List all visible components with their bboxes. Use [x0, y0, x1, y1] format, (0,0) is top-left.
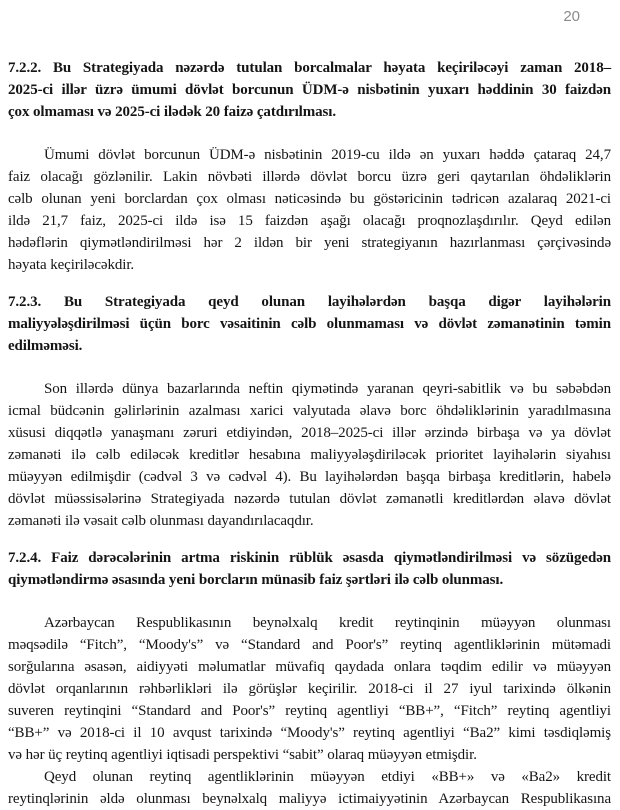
text-line: Son illərdə dünya bazarlarında neftin qiymətində yaranan qeyri-sabitlik və bu səbəbdən — [44, 381, 611, 397]
text-line: edilməməsi. — [8, 338, 83, 354]
paragraph-neft-qiymeti — [8, 378, 611, 532]
text-line: 2025-ci illər üzrə ümumi dövlət borcunun ÜDM-ə nisbətinin yuxarı həddinin 30 faizdən — [8, 82, 611, 98]
text-line: 7.2.4. Faiz dərəcələrinin artma riskinin rüblük əsasda qiymətləndirilməsi və sözügedən — [8, 550, 611, 566]
page-number: 20 — [563, 8, 580, 25]
document-page — [0, 6, 620, 807]
paragraph-reytinq-elde-olunmasi — [8, 766, 611, 810]
text-line: ildə 21,7 faiz, 2025-ci ildə isə 15 faizdən aşağı olacağı proqnozlaşdırılır. Qeyd edilən — [8, 213, 611, 229]
text-line: Qeyd olunan reytinq agentliklərinin müəyyən etdiyi «BB+» və «Ba2» kredit — [44, 769, 611, 785]
text-line: xüsusi diqqətlə yanaşmanı zəruri etdiyindən, 2018–2025-ci illər ərzində birbaşa və ya dövlət — [8, 425, 611, 441]
text-line: qiymətləndirmə əsasında yeni borcların münasib faiz şərtləri ilə cəlb olunması. — [8, 572, 504, 588]
text-line: və hər üç reytinq agentliyi iqtisadi perspektivi “sabit” olaraq müəyyən etmişdir. — [8, 747, 477, 763]
text-line: 7.2.2. Bu Strategiyada nəzərdə tutulan borcalmalar həyata keçiriləcəyi zaman 2018– — [8, 60, 611, 76]
heading-7-2-3 — [8, 291, 611, 357]
text-line: hədəflərin qiymətləndirilməsi hər 2 ildən bir yeni strategiyanın hazırlanması çərçivəsində — [8, 235, 611, 251]
text-line: dövlət müəssisələrinə Strategiyada nəzərdə tutulan dövlət zəmanətli kreditlərdən əlavə dövlət — [8, 491, 611, 507]
paragraph-udm-nisbet — [8, 144, 611, 276]
text-line: faiz olacağı gözlənilir. Lakin növbəti illərdə dövlət borcu üzrə geri qaytarılan öhdəliklərin — [8, 169, 611, 185]
text-line: həyata keçiriləcəkdir. — [8, 257, 135, 273]
text-line: sorğularına əsasən, aidiyyəti məlumatlar müvafiq qaydada onlara təqdim edilir və müəyyən — [8, 659, 611, 675]
text-line: dövlət orqanlarının rəhbərlikləri ilə görüşlər keçirilir. 2018-ci il 27 iyul tarixində ölkənin — [8, 681, 611, 697]
text-line: zəmanəti ilə vəsait cəlb olunması dayandırılacaqdır. — [8, 513, 314, 529]
text-line: “BB+” və 2018-ci il 10 avqust tarixində “Moody's” reytinq agentliyi “Ba2” kimi təsdiqləmiş — [8, 725, 611, 741]
text-line: Ümumi dövlət borcunun ÜDM-ə nisbətinin 2019-cu ildə ən yuxarı həddə çataraq 24,7 — [44, 147, 611, 163]
document-blocks — [8, 57, 611, 810]
text-line: zəmanəti ilə cəlb ediləcək kreditlər hesabına maliyyələşdiriləcək prioritet layihələrin siyahısı — [8, 447, 611, 463]
text-line: çox olmaması və 2025-ci ilədək 20 faizə çatdırılması. — [8, 104, 336, 120]
paragraph-kredit-reytinqi — [8, 612, 611, 766]
heading-7-2-4 — [8, 547, 611, 591]
text-line: icmal büdcənin gəlirlərinin azalması xarici valyutada əlavə borc öhdəliklərinin yaradılmasına — [8, 403, 611, 419]
text-line: 7.2.3. Bu Strategiyada qeyd olunan layihələrdən başqa digər layihələrin — [8, 294, 611, 310]
text-line: cəlb olunan yeni borclardan çox olması nəticəsində bu göstəricinin tədricən azalaraq 2021-ci — [8, 191, 611, 207]
text-line: Azərbaycan Respublikasının beynəlxalq kredit reytinqinin müəyyən olunması — [44, 615, 611, 631]
text-line: suveren reytinqini “Standard and Poor's” reytinq agentliyi “BB+”, “Fitch” reytinq agentliyi — [8, 703, 611, 719]
text-line: müəyyən edilmişdir (cədvəl 3 və cədvəl 4). Bu layihələrdən başqa birbaşa kreditlərin, habelə — [8, 469, 611, 485]
heading-7-2-2 — [8, 57, 611, 123]
text-line: məqsədilə “Fitch”, “Moody's” və “Standard and Poor's” reytinq agentliklərinin mütəmadi — [8, 637, 611, 653]
text-line: maliyyələşdirilməsi üçün borc vəsaitinin cəlb olunmaması və dövlət zəmanətinin təmin — [8, 316, 611, 332]
text-line: reytinqlərinin əldə olunması beynəlxalq maliyyə ictimaiyyətinin Azərbaycan Respublikasına — [8, 791, 611, 807]
